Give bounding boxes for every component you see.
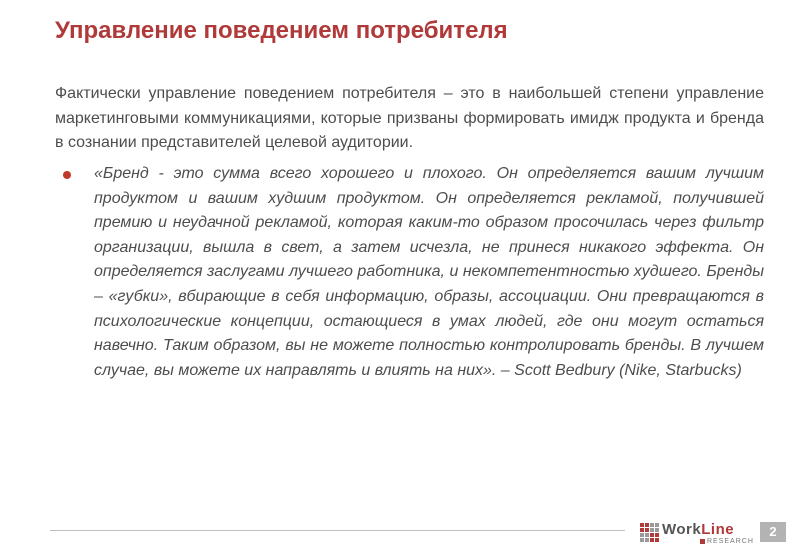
logo-word-work: Work: [662, 521, 702, 538]
logo-grid-icon: [640, 523, 658, 541]
quote-bullet-item: [55, 162, 764, 383]
slide-title: Управление поведением потребителя: [55, 17, 508, 44]
logo-word-line: Line: [701, 521, 735, 538]
footer-divider: [50, 530, 625, 531]
intro-paragraph: Фактически управление поведением потребителя – это в наибольшей степени управление маркетинговыми коммуникациями, которые призваны формировать имидж продукта и бренда в сознании представителей целевой аудитории.: [55, 85, 764, 151]
logo-subtitle: RESEARCH: [700, 538, 754, 545]
quote-text: «Бренд - это сумма всего хорошего и плохого. Он определяется вашим лучшим продуктом и вашим худшим продуктом. Он определяется рекламой, получившей премию и неудачной рекламой, которая каким-то образом просочилась через фильтр организации, вышла в свет, а затем исчезла, не принеся никакого эффекта. Он определяется заслугами лучшего работника, и некомпетентностью худшего. Бренды – «губки», вбирающие в себя информацию, образы, ассоциации. Они превращаются в психологические концепции, остающиеся в умах людей, где они могут остаться навечно. Таким образом, вы не можете полностью контролировать бренды. В лучшем случае, вы можете их направлять и влиять на них». – Scott Bedbury (Nike, Starbucks): [94, 165, 764, 379]
workline-logo: [640, 521, 754, 547]
logo-wordmark: [662, 521, 734, 538]
page-number-badge: 2: [760, 522, 786, 542]
bullet-dot-icon: [63, 171, 71, 179]
